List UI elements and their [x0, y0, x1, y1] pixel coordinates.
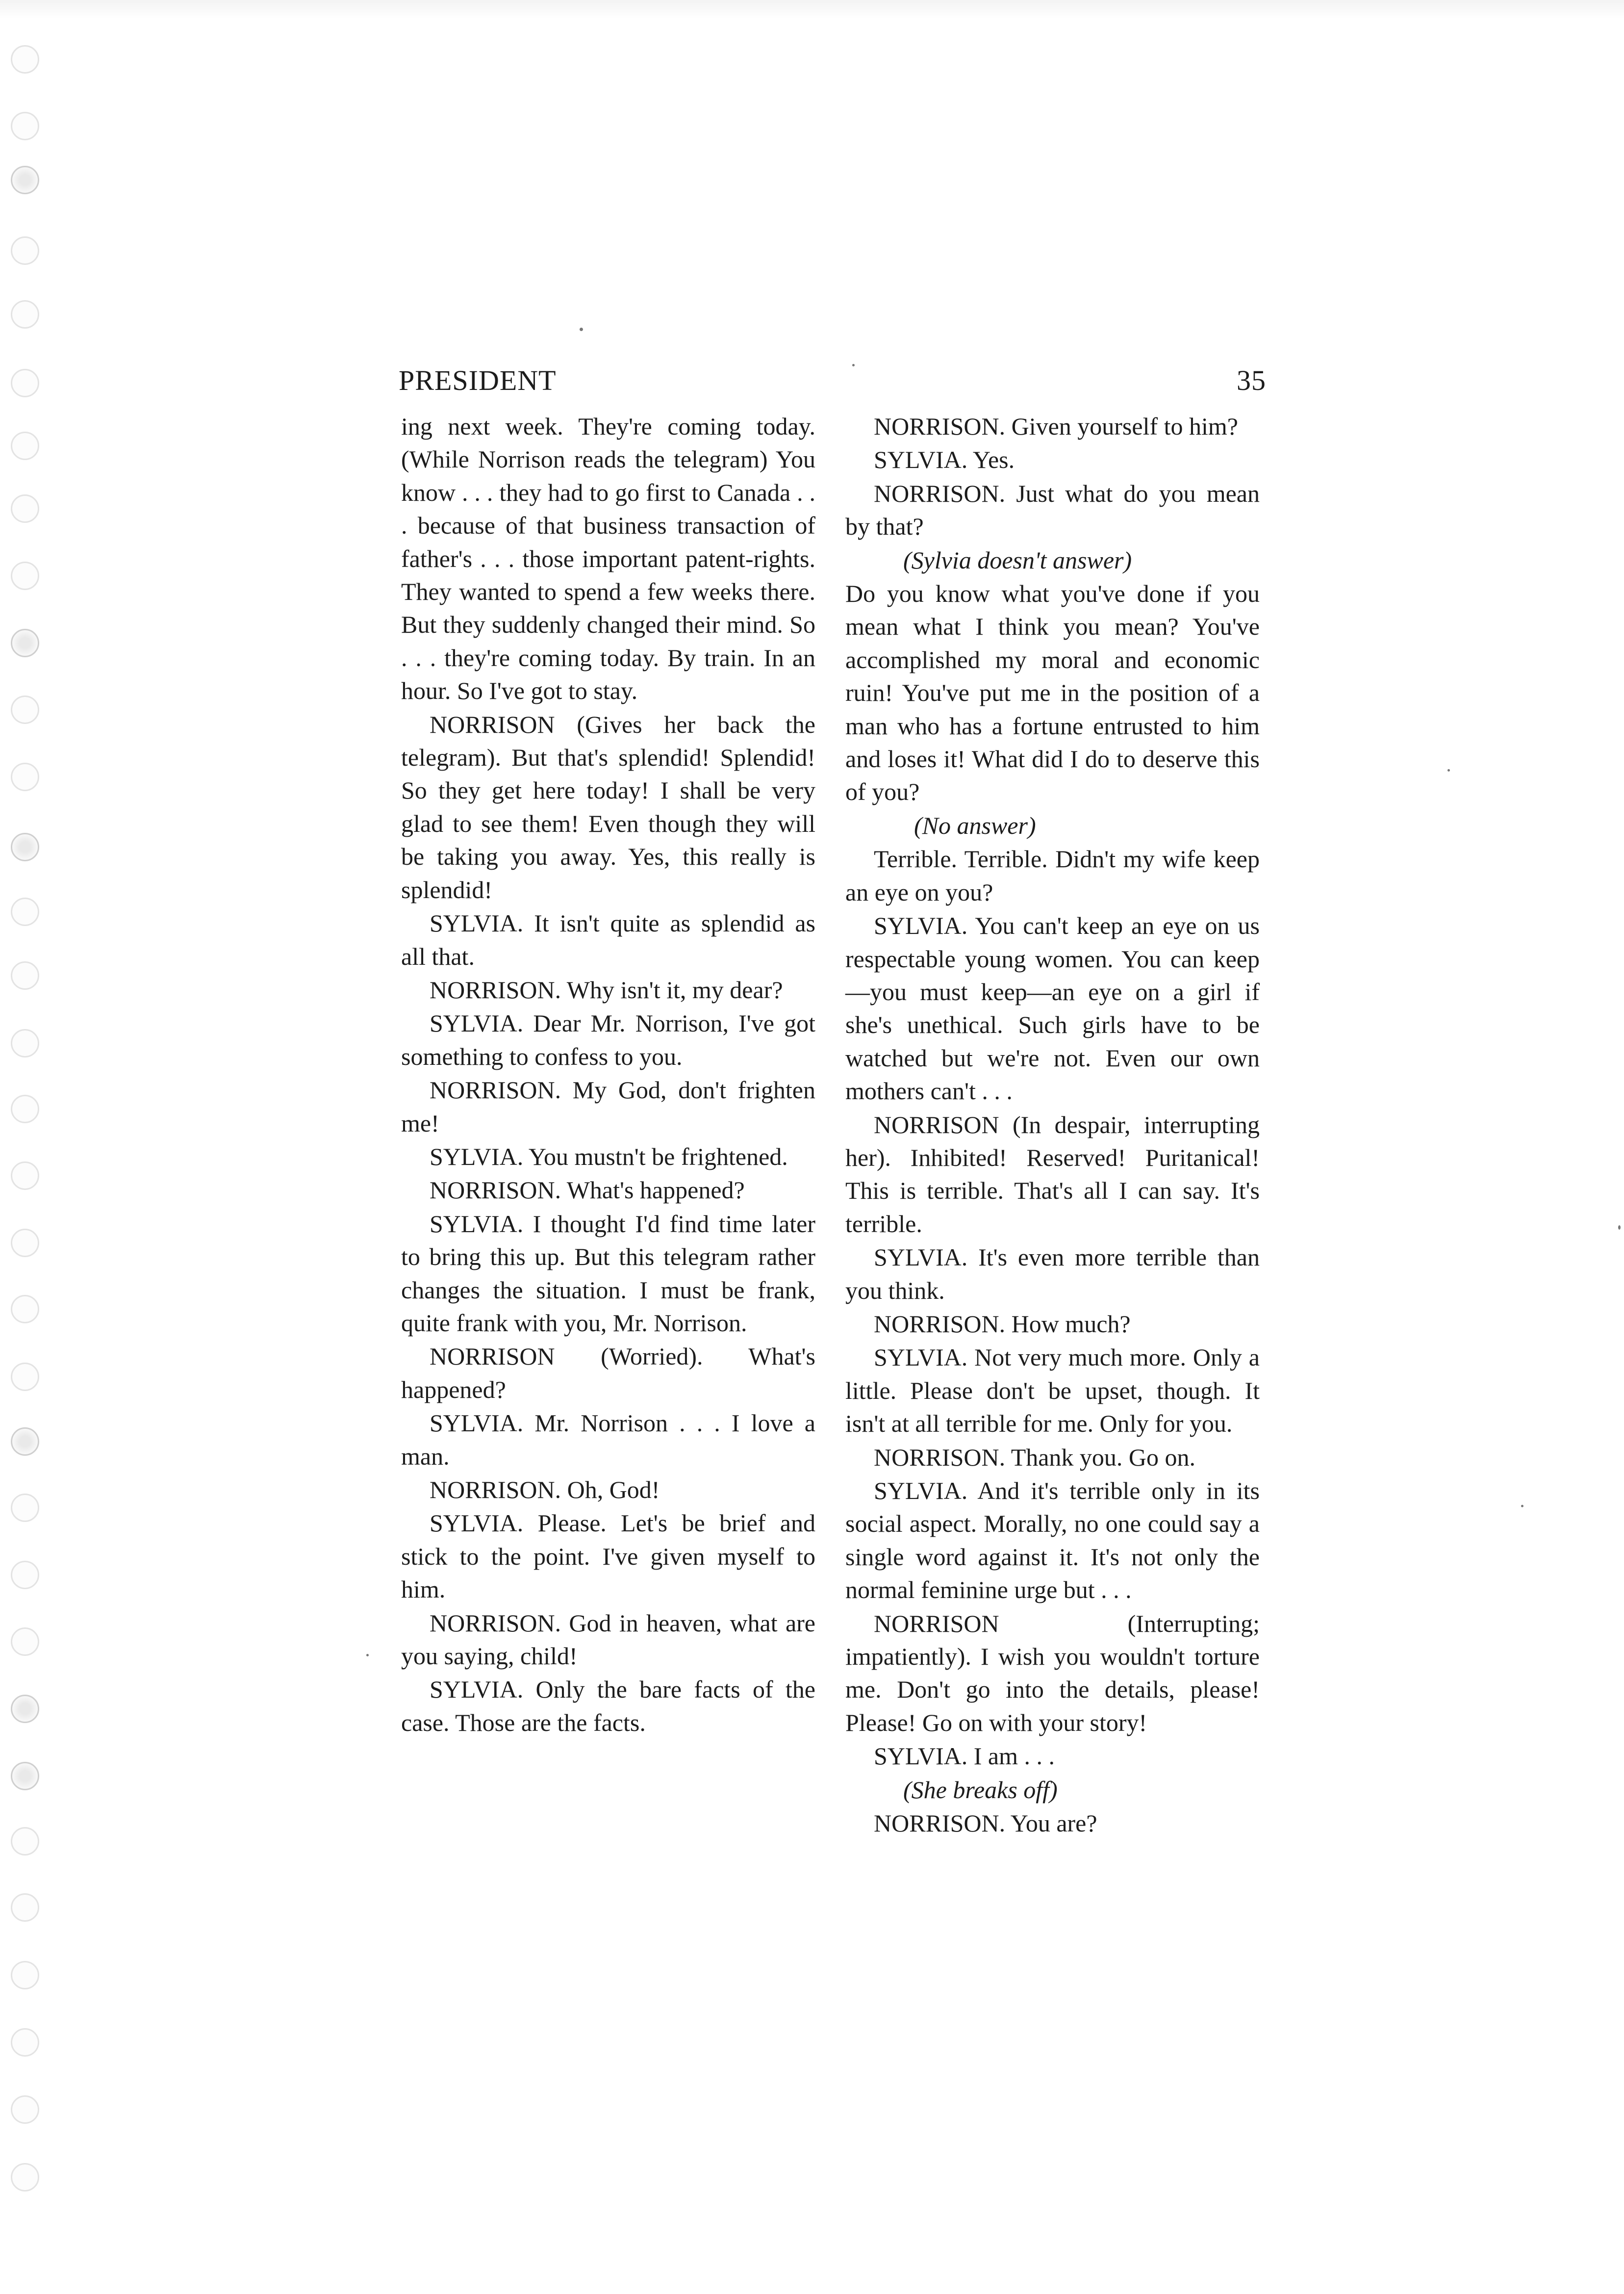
binder-hole [11, 300, 39, 329]
dialogue-paragraph: NORRISON. Why isn't it, my dear? [430, 976, 783, 1004]
dialogue-paragraph: SYLVIA. You mustn't be frightened. [430, 1142, 788, 1170]
binder-hole [11, 961, 39, 990]
binder-hole [11, 112, 39, 140]
dialogue-paragraph: NORRISON. Given yourself to him? [874, 412, 1238, 440]
binder-hole [11, 236, 39, 265]
stage-direction: (No answer) [914, 811, 1036, 839]
dialogue-paragraph: NORRISON (Worried). What's happened? [401, 1342, 815, 1403]
page-number: 35 [1237, 364, 1266, 396]
binder-hole [11, 1762, 39, 1790]
binder-hole [11, 1893, 39, 1922]
dialogue-paragraph: NORRISON. Thank you. Go on. [874, 1443, 1196, 1471]
dialogue-paragraph: NORRISON (Gives her back the telegram). But that's splendid! Splendid! So they get here today! I shall be very glad to see them! Even though they will be taking you away. Yes, this really is splendid! [401, 710, 815, 903]
dialogue-paragraph: SYLVIA. And it's terrible only in its social aspect. Morally, no one could say a single word against it. It's not only the normal feminine urge but . . . [845, 1477, 1260, 1604]
binder-hole [11, 1961, 39, 1989]
binder-hole [11, 1229, 39, 1257]
dialogue-paragraph: NORRISON. God in heaven, what are you saying, child! [401, 1609, 815, 1670]
dialogue-paragraph: SYLVIA. I am . . . [874, 1742, 1055, 1770]
dialogue-paragraph: NORRISON. What's happened? [430, 1176, 745, 1204]
dialogue-paragraph: Do you know what you've done if you mean what I think you mean? You've accomplished my moral and economic ruin! You've put me in the position of a man who has a fortune entrusted to him and loses it! What did I do to deserve this of you? [845, 580, 1260, 806]
dialogue-paragraph: NORRISON. You are? [874, 1809, 1097, 1837]
dialogue-paragraph: SYLVIA. It's even more terrible than you think. [845, 1243, 1260, 1304]
dialogue-paragraph: SYLVIA. Not very much more. Only a little. Please don't be upset, though. It isn't at all terrible for me. Only for you. [845, 1343, 1260, 1438]
binder-hole [11, 2163, 39, 2191]
dialogue-paragraph: NORRISON (In despair, interrupting her). Inhibited! Reserved! Puritanical! This is terrible. That's all I can say. It's terrible. [845, 1110, 1260, 1237]
binder-hole [11, 629, 39, 657]
binder-hole [11, 432, 39, 460]
scan-speck [366, 1654, 369, 1656]
binder-hole [11, 1427, 39, 1456]
dialogue-paragraph: Terrible. Terrible. Didn't my wife keep an eye on you? [845, 845, 1260, 906]
scan-speck [1521, 1505, 1523, 1507]
dialogue-paragraph: SYLVIA. Yes. [874, 446, 1015, 474]
binder-hole [11, 1363, 39, 1391]
binder-hole [11, 166, 39, 194]
binder-hole [11, 369, 39, 397]
dialogue-paragraph: SYLVIA. I thought I'd find time later to bring this up. But this telegram rather changes the situation. I must be frank, quite frank with you, Mr. Norrison. [401, 1210, 815, 1337]
scan-speck [1447, 769, 1450, 772]
binder-hole [11, 1695, 39, 1723]
binder-hole [11, 562, 39, 590]
running-head-title: PRESIDENT [399, 364, 557, 396]
binder-hole [11, 696, 39, 724]
dialogue-paragraph: SYLVIA. Mr. Norrison . . . I love a man. [401, 1409, 815, 1470]
binder-hole [11, 1561, 39, 1589]
binder-hole [11, 898, 39, 926]
dialogue-paragraph: ing next week. They're coming today. (While Norrison reads the telegram) You know . . . they had to go first to Canada . . . because of that business transaction of father's . . . those important patent-rights. They wanted to spend a few weeks there. But they suddenly changed their mind. So . . . they're coming today. By train. In an hour. So I've got to stay. [401, 412, 815, 705]
binder-hole [11, 2095, 39, 2124]
dialogue-paragraph: SYLVIA. You can't keep an eye on us respectable young women. You can keep—you must keep—an eye on a girl if she's unethical. Such girls have to be watched but we're not. Even our own mothers can't . . . [845, 912, 1260, 1105]
binder-hole [11, 1827, 39, 1856]
dialogue-paragraph: NORRISON (Interrupting; impatiently). I wish you wouldn't torture me. Don't go into the details, please! Please! Go on with your story! [845, 1609, 1260, 1736]
dialogue-paragraph: SYLVIA. Only the bare facts of the case. Those are the facts. [401, 1675, 815, 1736]
binder-hole [11, 2028, 39, 2057]
dialogue-paragraph: SYLVIA. Dear Mr. Norrison, I've got something to confess to you. [401, 1009, 815, 1070]
scan-top-edge [0, 0, 1624, 19]
dialogue-paragraph: SYLVIA. It isn't quite as splendid as all that. [401, 909, 815, 970]
stage-direction: (Sylvia doesn't answer) [903, 546, 1132, 574]
binder-hole [11, 833, 39, 861]
binder-hole [11, 1161, 39, 1190]
binder-hole [11, 1627, 39, 1656]
left-column [401, 410, 815, 1740]
dialogue-paragraph: NORRISON. How much? [874, 1310, 1131, 1338]
binder-hole [11, 1494, 39, 1522]
dialogue-paragraph: NORRISON. Oh, God! [430, 1476, 660, 1503]
dialogue-paragraph: NORRISON. My God, don't frighten me! [401, 1076, 815, 1137]
scan-speck [580, 328, 583, 331]
scan-speck [1618, 1225, 1621, 1230]
binder-hole [11, 494, 39, 523]
binder-hole [11, 763, 39, 791]
binder-hole [11, 1295, 39, 1323]
right-column [845, 410, 1260, 1840]
binder-hole [11, 1095, 39, 1123]
stage-direction: (She breaks off) [903, 1776, 1058, 1804]
binder-hole [11, 1029, 39, 1057]
binder-hole [11, 45, 39, 74]
dialogue-paragraph: NORRISON. Just what do you mean by that? [845, 479, 1260, 541]
scan-speck [852, 364, 855, 366]
dialogue-paragraph: SYLVIA. Please. Let's be brief and stick to the point. I've given myself to him. [401, 1509, 815, 1603]
